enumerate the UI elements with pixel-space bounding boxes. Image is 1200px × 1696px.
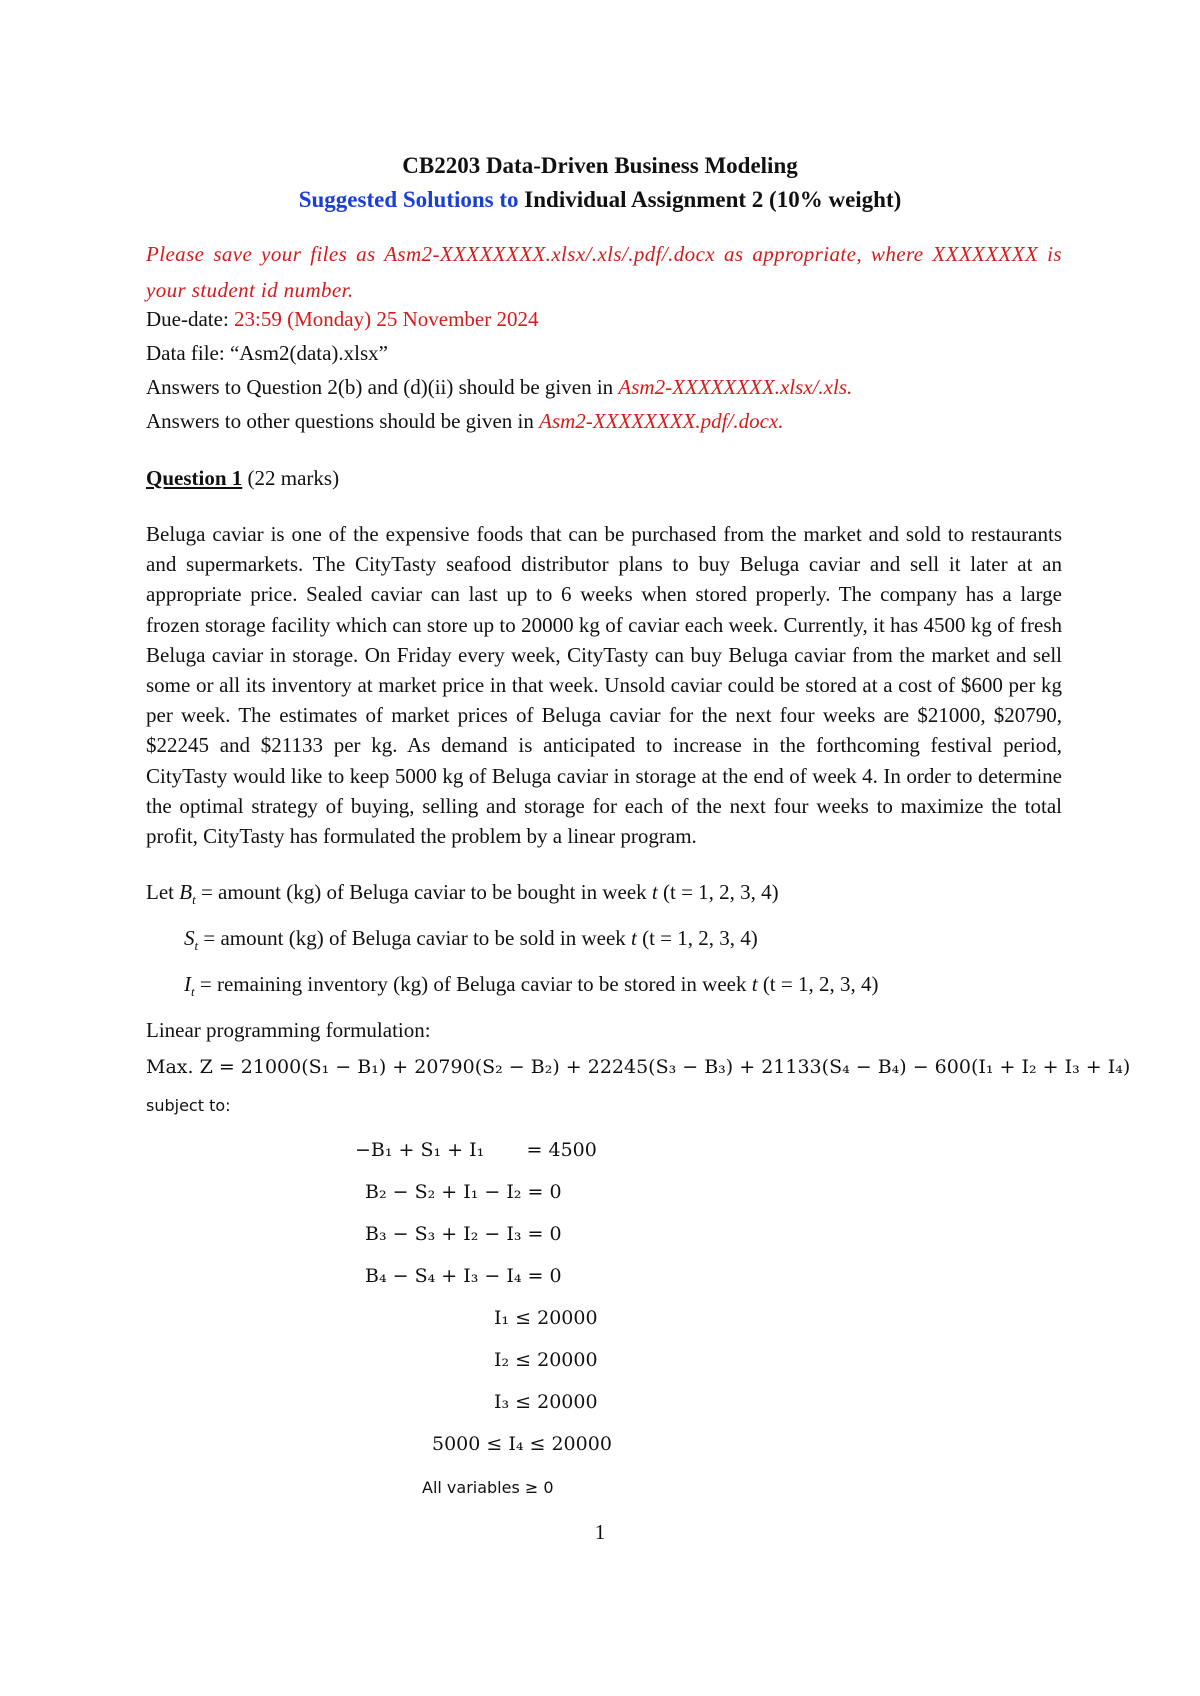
other-answers-file: Asm2-XXXXXXXX.pdf/.docx. [539,409,784,433]
question1-marks: (22 marks) [247,466,340,490]
subtitle-assignment-label: Individual Assignment 2 (10% weight) [524,187,902,212]
range-s: (t = 1, 2, 3, 4) [636,926,758,950]
due-date [146,307,539,332]
constraint-7: I₃ ≤ 20000 [494,1391,598,1413]
constraint-3: B₃ − S₃ + I₂ − I₃ = 0 [365,1223,562,1245]
question1-label: Question 1 [146,466,243,490]
constraint-6: I₂ ≤ 20000 [494,1349,598,1371]
objective-function: Max. Z = 21000(S₁ − B₁) + 20790(S₂ − B₂) + 22245(S₃ − B₃) + 21133(S₄ − B₄) − 600(I₁ + I₂ + I₃ + I₄) [146,1056,1131,1078]
sub-t: t [191,984,195,1000]
constraint-4: B₄ − S₄ + I₃ − I₄ = 0 [365,1265,562,1287]
nonnegativity-constraint: All variables ≥ 0 [422,1478,554,1497]
due-date-value: 23:59 (Monday) 25 November 2024 [234,307,539,331]
var-b: B [179,880,193,904]
subject-to-label: subject to: [146,1096,231,1115]
range-b: (t = 1, 2, 3, 4) [657,880,779,904]
def-b: = amount (kg) of Beluga caviar to be bought in week [195,880,652,904]
range-i: (t = 1, 2, 3, 4) [757,972,879,996]
course-title: CB2203 Data-Driven Business Modeling [402,153,798,178]
def-s: = amount (kg) of Beluga caviar to be sold in week [198,926,632,950]
constraint-5: I₁ ≤ 20000 [494,1307,598,1329]
document-subtitle [0,187,1200,213]
def-i: = remaining inventory (kg) of Beluga caviar to be stored in week [194,972,752,996]
page-number: 1 [594,1520,606,1544]
other-answers-prefix: Answers to other questions should be given in [146,409,540,433]
excel-answers-prefix: Answers to Question 2(b) and (d)(ii) should be given in [146,375,619,399]
excel-answers-file: Asm2-XXXXXXXX.xlsx/.xls. [618,375,853,399]
definition-b: Let $B_t$ = amount (kg) of Beluga caviar to be bought in week t (t = 1, 2, 3, 4) [146,880,779,908]
excel-answers-note [146,375,852,400]
definition-s: $S_t$ = amount (kg) of Beluga caviar to be sold in week t (t = 1, 2, 3, 4) [184,926,758,954]
other-answers-note [146,409,783,434]
sub-t: t [192,892,196,908]
definition-i: $I_t$ = remaining inventory (kg) of Beluga caviar to be stored in week t (t = 1, 2, 3, 4) [184,972,879,1000]
var-s: S [184,926,195,950]
due-date-label: Due-date: [146,307,235,331]
data-file: Data file: “Asm2(data).xlsx” [146,341,388,365]
var-i: I [184,972,191,996]
lp-heading: Linear programming formulation: [146,1018,431,1042]
save-instructions: Please save your files as Asm2-XXXXXXXX.xlsx/.xls/.pdf/.docx as appropriate, where XXXXXXXX is your student id number. [146,242,1062,302]
constraint-2: B₂ − S₂ + I₁ − I₂ = 0 [365,1181,562,1203]
subtitle-solutions-label: Suggested Solutions to [298,187,519,212]
constraint-1: −B₁ + S₁ + I₁ = 4500 [355,1139,597,1161]
sub-t: t [194,938,199,954]
question1-body: Beluga caviar is one of the expensive foods that can be purchased from the market and sold to restaurants and supermarkets. The CityTasty seafood distributor plans to buy Beluga caviar and sell it later at an appropriate price. Sealed caviar can last up to 6 weeks when stored properly. The company has a large frozen storage facility which can store up to 20000 kg of caviar each week. Currently, it has 4500 kg of fresh Beluga caviar in storage. On Friday every week, CityTasty can buy Beluga caviar from the market and sell some or all its inventory at market price in that week. Unsold caviar could be stored at a cost of $600 per kg per week. The estimates of market prices of Beluga caviar for the next four weeks are $21000, $20790, $22245 and $21133 per kg. As demand is anticipated to increase in the forthcoming festival period, CityTasty would like to keep 5000 kg of Beluga caviar in storage at the end of week 4. In order to determine the optimal strategy of buying, selling and storage for each of the next four weeks to maximize the total profit, CityTasty has formulated the problem by a linear program. [146,522,1062,849]
question1-heading [146,466,339,491]
let-prefix: Let [146,880,180,904]
constraint-8: 5000 ≤ I₄ ≤ 20000 [432,1433,612,1455]
